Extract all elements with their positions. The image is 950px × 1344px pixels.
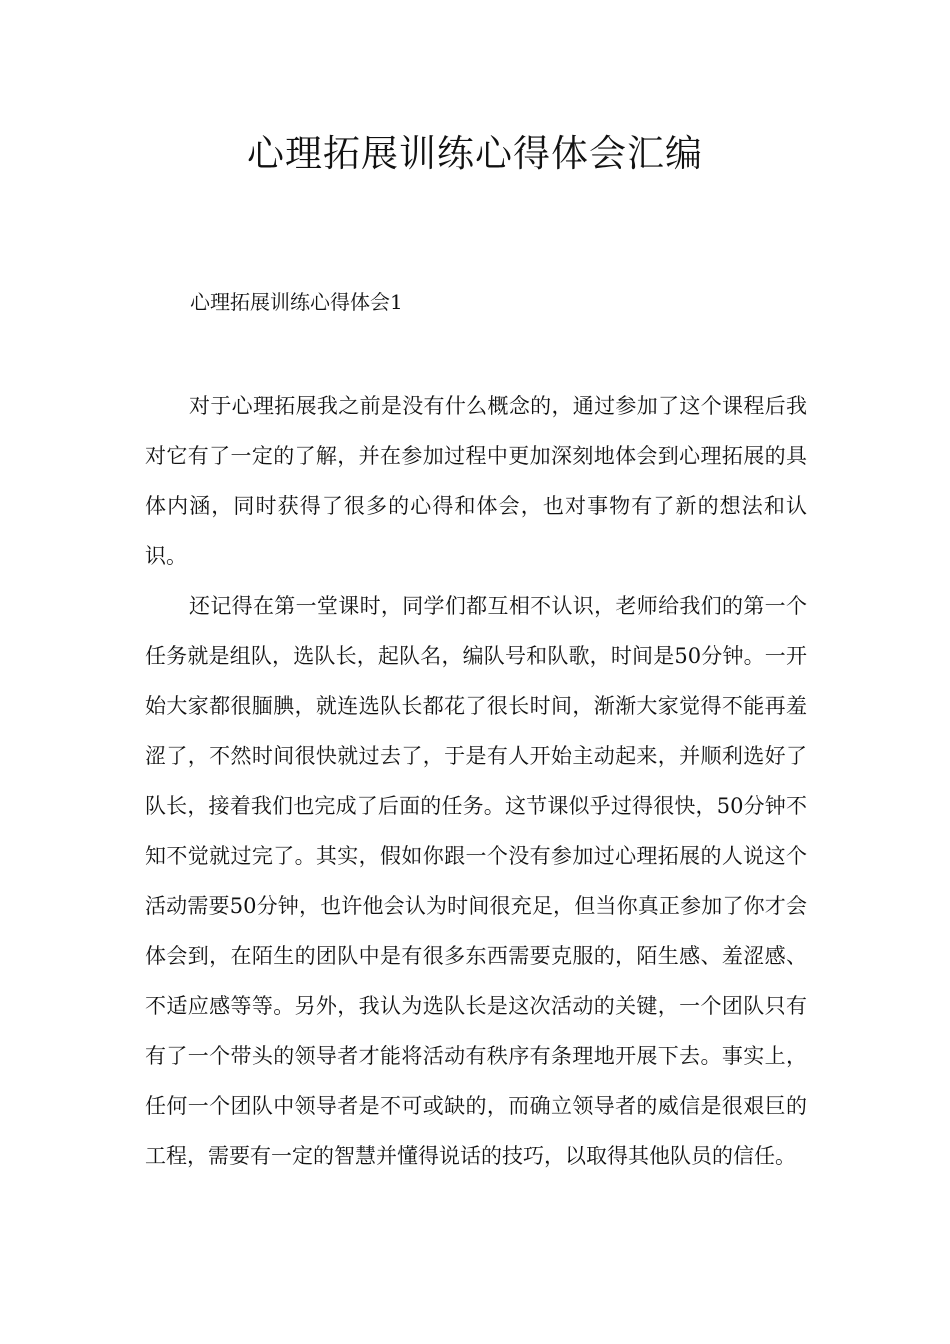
document-title: 心理拓展训练心得体会汇编 [247,132,703,175]
paragraph-1: 对于心理拓展我之前是没有什么概念的，通过参加了这个课程后我对它有了一定的了解，并在参加过程中更加深刻地体会到心理拓展的具体内涵，同时获得了很多的心得和体会，也对事物有了新的想法和认识。 [145,394,807,568]
paragraph-2: 还记得在第一堂课时，同学们都互相不认识，老师给我们的第一个任务就是组队，选队长，起队名，编队号和队歌，时间是50分钟。一开始大家都很腼腆，就连选队长都花了很长时间，渐渐大家觉得不能再羞涩了，不然时间很快就过去了，于是有人开始主动起来，并顺利选好了队长，接着我们也完成了后面的任务。这节课似乎过得很快，50分钟不知不觉就过完了。其实，假如你跟一个没有参加过心理拓展的人说这个活动需要50分钟，也许他会认为时间很充足，但当你真正参加了你才会体会到，在陌生的团队中是有很多东西需要克服的，陌生感、羞涩感、不适应感等等。另外，我认为选队长是这次活动的关键，一个团队只有有了一个带头的领导者才能将活动有秩序有条理地开展下去。事实上，任何一个团队中领导者是不可或缺的，而确立领导者的威信是很艰巨的工程，需要有一定的智慧并懂得说话的技巧，以取得其他队员的信任。 [145,594,807,1168]
document-body [145,381,807,1181]
section-heading: 心理拓展训练心得体会1 [190,290,403,314]
